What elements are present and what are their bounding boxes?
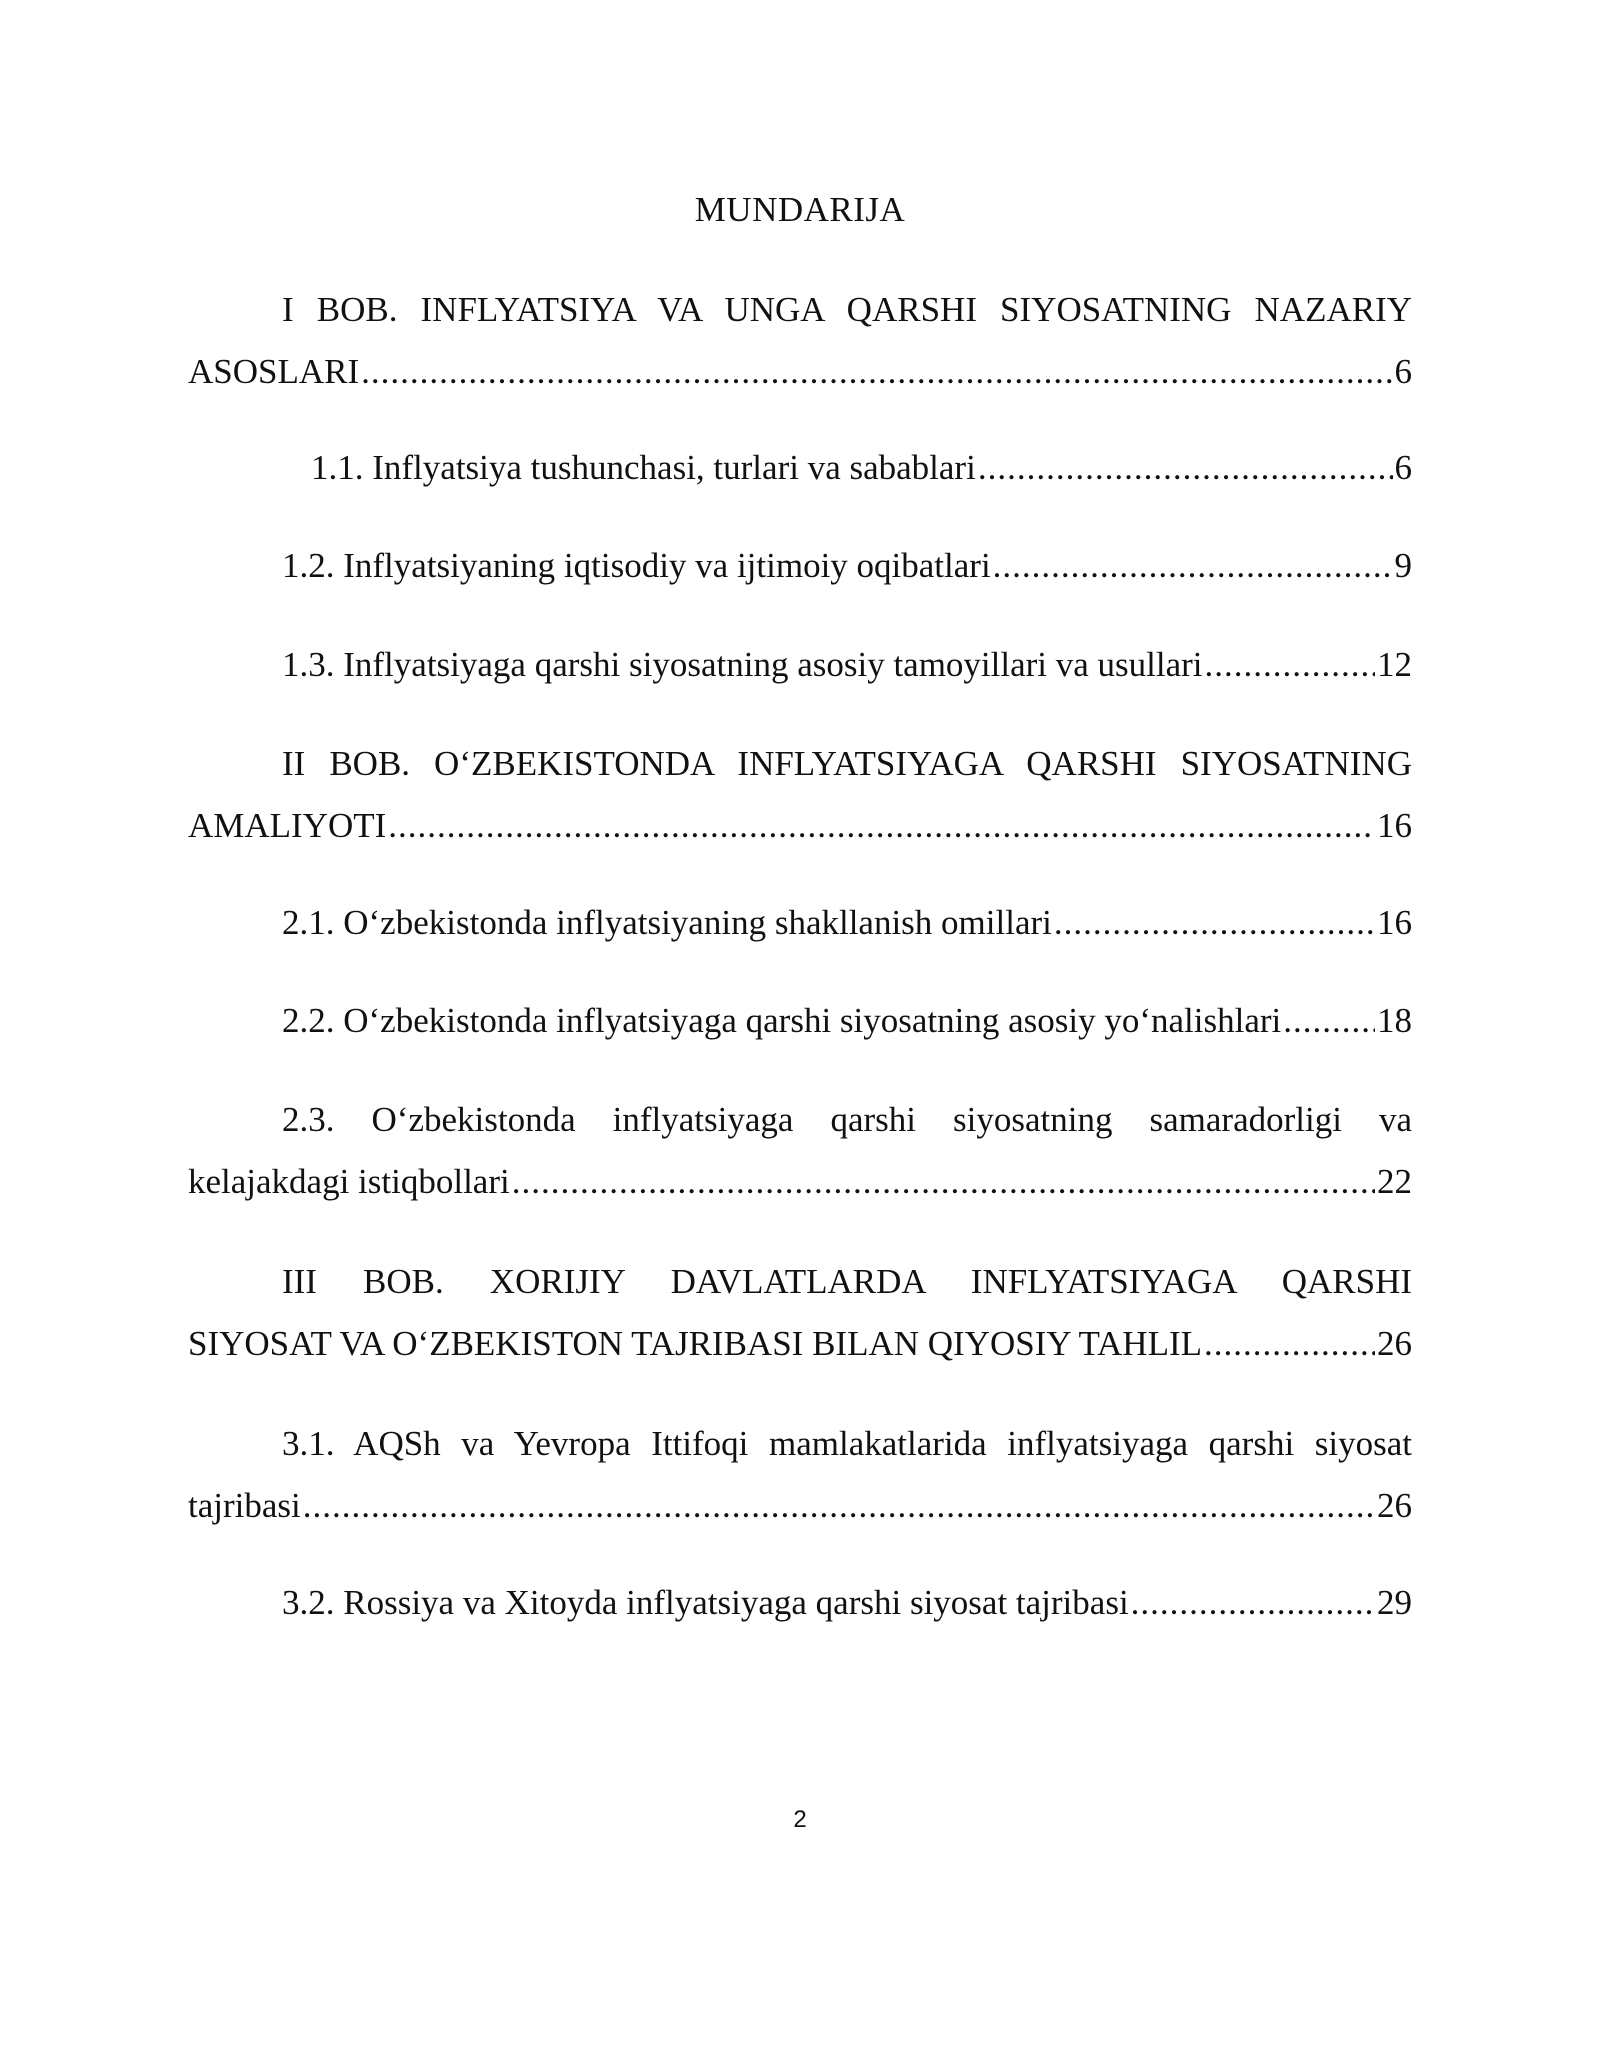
toc-entry-chapter-3[interactable] [188, 1251, 1412, 1375]
toc-entry-2-1[interactable] [188, 892, 1412, 954]
dot-leader [1205, 634, 1375, 696]
toc-page-number: 26 [1377, 1324, 1412, 1363]
toc-page-number: 6 [1394, 448, 1412, 487]
toc-entry-1-2[interactable] [188, 535, 1412, 597]
toc-page-number: 22 [1377, 1162, 1412, 1201]
toc-page-number: 12 [1377, 645, 1412, 684]
dot-leader [361, 341, 1392, 403]
toc-entry-text: 1.3. Inflyatsiyaga qarshi siyosatning asosiy tamoyillari va usullari [282, 645, 1203, 684]
toc-entry-3-1[interactable] [188, 1413, 1412, 1537]
toc-entry-text: 1.2. Inflyatsiyaning iqtisodiy va ijtimoiy oqibatlari [282, 546, 991, 585]
dot-leader [512, 1151, 1375, 1213]
toc-entry-text-line1: 2.3. O‘zbekistonda inflyatsiyaga qarshi siyosatning samaradorligi va [282, 1100, 1412, 1139]
dot-leader [303, 1475, 1375, 1537]
toc-entry-text-line2: tajribasi [188, 1486, 301, 1525]
toc-entry-text-line1: 3.1. AQSh va Yevropa Ittifoqi mamlakatlarida inflyatsiyaga qarshi siyosat [282, 1424, 1412, 1463]
toc-page-number: 9 [1394, 546, 1412, 585]
toc-entry-3-2[interactable] [188, 1572, 1412, 1634]
toc-entry-text-line1: I BOB. INFLYATSIYA VA UNGA QARSHI SIYOSATNING NAZARIY [282, 290, 1412, 329]
toc-entry-text: 2.1. O‘zbekistonda inflyatsiyaning shakllanish omillari [282, 903, 1052, 942]
toc-entry-text: 1.1. Inflyatsiya tushunchasi, turlari va sabablari [311, 448, 976, 487]
toc-page-number: 29 [1377, 1583, 1412, 1622]
toc-entry-2-2[interactable] [188, 990, 1412, 1052]
dot-leader [1204, 1313, 1375, 1375]
toc-page-number: 16 [1377, 806, 1412, 845]
toc-entry-text-line1: III BOB. XORIJIY DAVLATLARDA INFLYATSIYAGA QARSHI [282, 1262, 1412, 1301]
toc-entry-2-3[interactable] [188, 1089, 1412, 1213]
toc-page-number: 16 [1377, 903, 1412, 942]
dot-leader [978, 437, 1393, 499]
dot-leader [993, 535, 1393, 597]
toc-page-number: 6 [1394, 352, 1412, 391]
toc-page-number: 18 [1377, 1001, 1412, 1040]
toc-title: MUNDARIJA [694, 190, 906, 229]
toc-entry-chapter-2[interactable] [188, 733, 1412, 857]
toc-entry-1-3[interactable] [188, 634, 1412, 696]
toc-entry-1-1[interactable] [188, 437, 1412, 499]
dot-leader [1131, 1572, 1375, 1634]
toc-page-number: 26 [1377, 1486, 1412, 1525]
toc-entry-text-line2: kelajakdagi istiqbollari [188, 1162, 510, 1201]
toc-entry-text-line2: AMALIYOTI [188, 806, 387, 845]
toc-entry-text: 2.2. O‘zbekistonda inflyatsiyaga qarshi siyosatning asosiy yo‘nalishlari [282, 1001, 1282, 1040]
dot-leader [1054, 892, 1375, 954]
dot-leader [388, 795, 1375, 857]
dot-leader [1283, 990, 1375, 1052]
page-number: 2 [793, 1806, 807, 1833]
toc-entry-text-line2: ASOSLARI [188, 352, 360, 391]
toc-entry-text-line2: SIYOSAT VA O‘ZBEKISTON TAJRIBASI BILAN QIYOSIY TAHLIL [188, 1324, 1202, 1363]
toc-entry-text-line1: II BOB. O‘ZBEKISTONDA INFLYATSIYAGA QARSHI SIYOSATNING [282, 744, 1412, 783]
toc-entry-text: 3.2. Rossiya va Xitoyda inflyatsiyaga qarshi siyosat tajribasi [282, 1583, 1129, 1622]
toc-entry-chapter-1[interactable] [188, 279, 1412, 403]
